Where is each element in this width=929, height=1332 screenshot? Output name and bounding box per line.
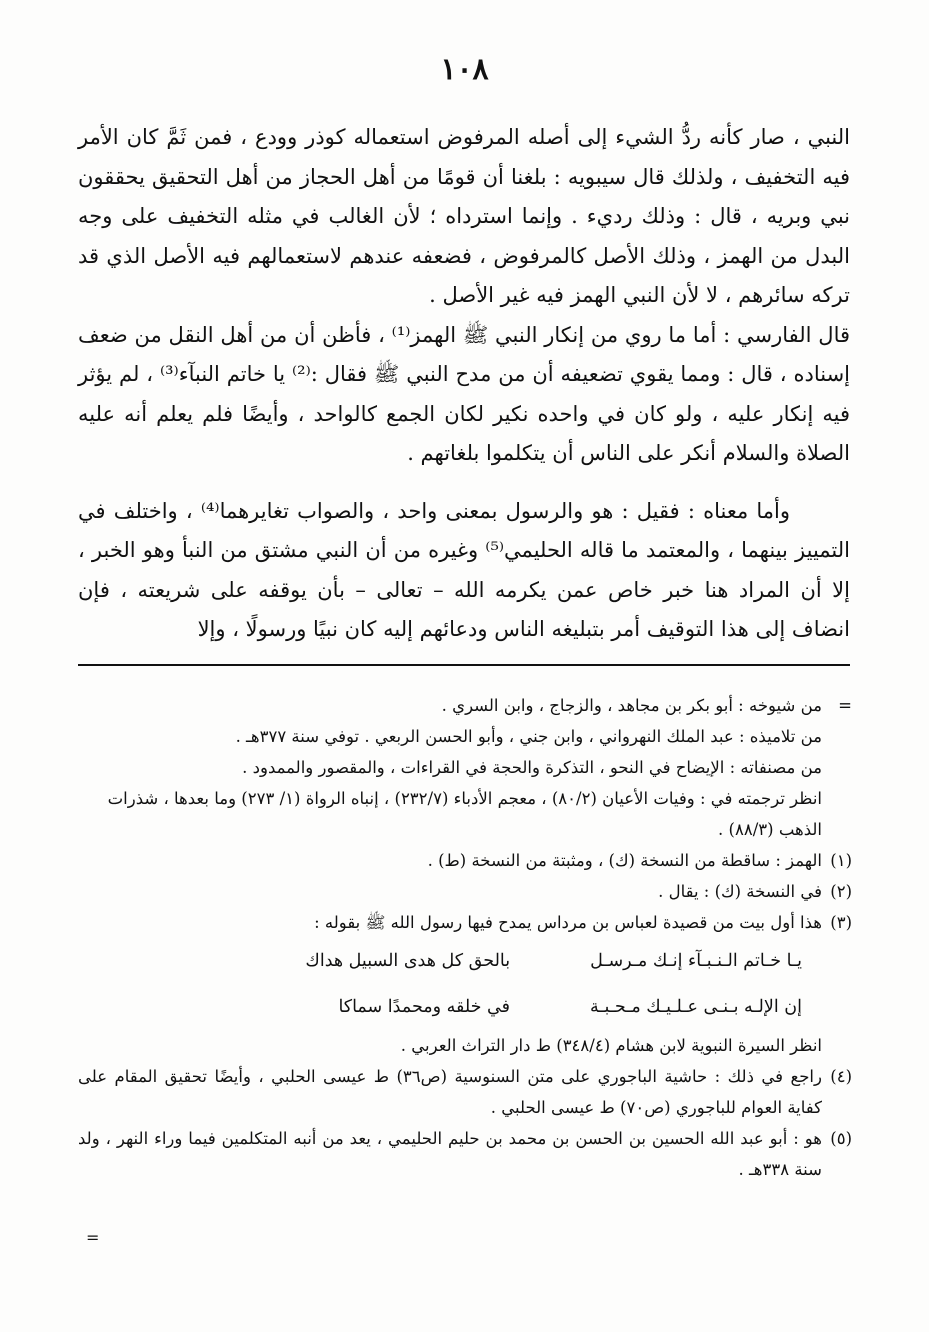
footnote-1 (78, 845, 852, 876)
footnote-text: انظر ترجمته في : وفيات الأعيان (٨٠/٢) ، معجم الأدباء (٢٣٢/٧) ، إنباه الرواة (١/ ٢٧٣) وما بعدها ، شذرات الذهب (٨٨/٣) . (107, 789, 822, 839)
verse-hemistich: في خلقه ومحمدًا سماكا (338, 997, 510, 1017)
poem-verse (78, 984, 852, 1030)
page-number: ١٠٨ (440, 52, 489, 87)
footnote-text: راجع في ذلك : حاشية الباجوري على متن السنوسية (ص٣٦) ط عيسى الحلبي ، وأيضًا تحقيق المقام على كفاية العوام للباجوري (ص٧٠) ط عيسى الحلبي . (78, 1067, 822, 1117)
continuation-marker: = (86, 1228, 100, 1247)
footnote-5 (78, 1123, 852, 1185)
paragraph: قال الفارسي : أما ما روي من إنكار النبي ﷺ الهمز⁽¹⁾ ، فأظن أن من أهل النقل من ضعف إسناده ، قال : ومما يقوي تضعيفه أن من مدح النبي ﷺ فقال :⁽²⁾ يا خاتم النبآء⁽³⁾ ، لم يؤثر فيه إنكار عليه ، ولو كان في واحده نكير لكان الجمع كالواحد ، وأيضًا فلم يعلم أنه عليه الصلاة والسلام أنكر على الناس أن يتكلموا بلغاتهم . (78, 322, 851, 465)
footnote-text: من شيوخه : أبو بكر بن مجاهد ، والزجاج ، وابن السري . (441, 696, 822, 715)
verse-hemistich: بالحق كل هدى السبيل هداك (305, 951, 511, 971)
main-text (78, 118, 850, 650)
footnote-number: (٣) (830, 913, 852, 932)
paragraph: النبي ، صار كأنه ردُّ الشيء إلى أصله المرفوض استعماله كوذر وودع ، فمن ثَمَّ كان الأمر فيه التخفيف ، ولذلك قال سيبويه : بلغنا أن قومًا من أهل الحجاز من أهل التحقيق يحققون نبي وبريه ، قال : وذلك رديء . وإنما استرداه ؛ لأن الغالب في مثله التخفيف على وجه البدل من الهمز ، وذلك الأصل كالمرفوض ، فضعفه عندهم لاستعمالهم فيه الأصل الذي قد تركه سائرهم ، لا لأن النبي الهمز فيه غير الأصل . (78, 125, 850, 307)
paragraph: وأما معناه : فقيل : هو والرسول بمعنى واحد ، والصواب تغايرهما⁽⁴⁾ ، واختلف في التمييز بينهما ، والمعتمد ما قاله الحليمي⁽⁵⁾ وغيره من أن النبي مشتق من النبأ وهو الخبر ، إلا أن المراد هنا خبر خاص عمن يكرمه الله – تعالى – بأن يوقفه على شريعته ، فإن انضاف إلى هذا التوقيف أمر بتبليغه الناس ودعائهم إليه كان نبيًا ورسولًا ، وإلا (78, 498, 850, 641)
footnote-number: (٤) (830, 1067, 852, 1086)
footnote-text: انظر السيرة النبوية لابن هشام (٣٤٨/٤) ط دار التراث العربي . (400, 1036, 822, 1055)
footnote-number: (١) (830, 851, 852, 870)
footnote-number: (٥) (830, 1129, 852, 1148)
continuation-marker: = (838, 696, 852, 715)
footnote-continuation (78, 690, 852, 721)
footnotes (78, 690, 852, 1185)
footnote-text: هذا أول بيت من قصيدة لعباس بن مرداس يمدح فيها رسول الله ﷺ بقوله : (314, 913, 822, 932)
verse-hemistich: إن الإلـه بـنـى عـلـيـك مـحـبـة (590, 997, 802, 1017)
verse-hemistich: يـا خـاتم الـنـبـآء إنـك مـرسـل (590, 951, 802, 971)
footnote-text: هو : أبو عبد الله الحسين بن الحسن بن محمد بن حليم الحليمي ، يعد من أنبه المتكلمين فيما وراء النهر ، ولد سنة ٣٣٨هـ . (78, 1129, 822, 1179)
footnote-number: (٢) (830, 882, 852, 901)
footnote-4 (78, 1061, 852, 1123)
poem-verse (78, 938, 852, 984)
footnote-text: من مصنفاته : الإيضاح في النحو ، التذكرة والحجة في القراءات ، والمقصور والممدود . (242, 758, 822, 777)
footnote-text: من تلاميذه : عبد الملك النهرواني ، وابن جني ، وأبو الحسن الربعي . توفي سنة ٣٧٧هـ . (235, 727, 822, 746)
footnote-2 (78, 876, 852, 907)
footnote-text: في النسخة (ك) : يقال . (658, 882, 822, 901)
footnote-3 (78, 907, 852, 938)
footnote-text: الهمز : ساقطة من النسخة (ك) ، ومثبتة من النسخة (ط) . (427, 851, 822, 870)
footnote-divider (78, 664, 850, 666)
